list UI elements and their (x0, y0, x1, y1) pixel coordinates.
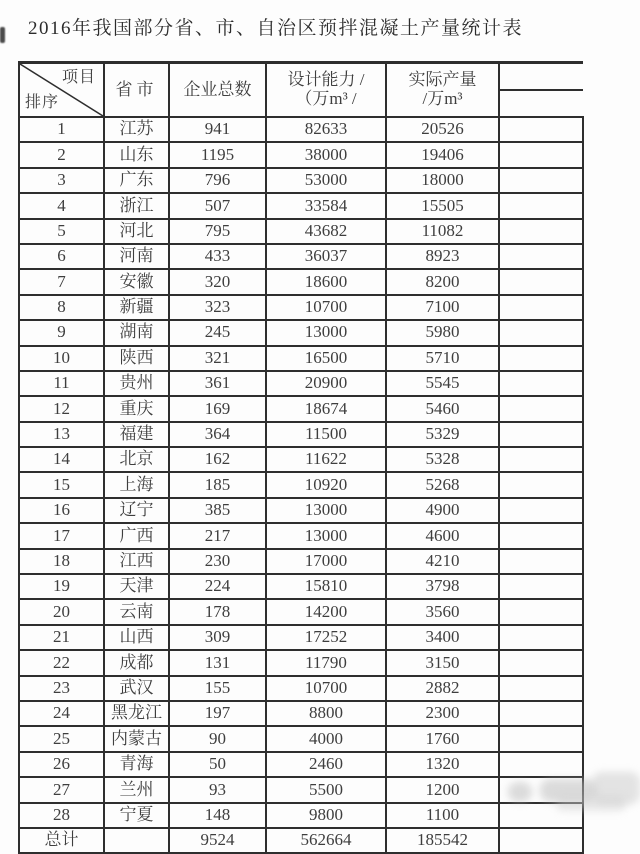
rank-cell: 9 (19, 320, 104, 345)
province-cell: 江西 (104, 549, 169, 574)
rank-cell: 10 (19, 346, 104, 371)
capacity-cell: 2460 (266, 752, 386, 777)
rank-cell: 13 (19, 422, 104, 447)
empty-cell (499, 142, 583, 167)
province-cell: 兰州 (104, 777, 169, 802)
province-cell: 新疆 (104, 295, 169, 320)
rank-cell: 6 (19, 244, 104, 269)
empty-cell (499, 193, 583, 218)
rank-cell: 17 (19, 523, 104, 548)
province-cell: 辽宁 (104, 498, 169, 523)
companies-cell: 178 (169, 599, 266, 624)
capacity-cell: 13000 (266, 498, 386, 523)
rank-cell: 12 (19, 396, 104, 421)
capacity-cell: 38000 (266, 142, 386, 167)
output-cell: 4600 (386, 523, 499, 548)
erased-watermark-smudge (508, 782, 532, 802)
corner-label-item: 项目 (61, 69, 96, 86)
rank-cell: 14 (19, 447, 104, 472)
companies-cell: 148 (169, 803, 266, 828)
corner-label-rank: 排序 (25, 94, 60, 112)
province-cell: 青海 (104, 752, 169, 777)
output-cell: 5710 (386, 346, 499, 371)
empty-cell (499, 599, 583, 624)
rank-cell: 15 (19, 472, 104, 497)
capacity-cell: 4000 (266, 726, 386, 751)
header-capacity (266, 63, 386, 118)
empty-cell (499, 676, 583, 701)
companies-cell: 795 (169, 219, 266, 244)
output-cell: 3560 (386, 599, 499, 624)
total-capacity-cell: 562664 (266, 828, 386, 853)
header-output-line2: /万m³ (422, 89, 463, 108)
rank-cell: 1 (19, 117, 104, 142)
companies-cell: 197 (169, 701, 266, 726)
province-cell: 黑龙江 (104, 701, 169, 726)
header-output (386, 63, 499, 118)
output-cell: 5980 (386, 320, 499, 345)
rank-cell: 19 (19, 574, 104, 599)
table-row (19, 422, 583, 447)
empty-cell (499, 650, 583, 675)
empty-cell (499, 523, 583, 548)
companies-cell: 321 (169, 346, 266, 371)
table-row (19, 447, 583, 472)
table-row (19, 142, 583, 167)
header-row (19, 63, 583, 118)
table-row (19, 523, 583, 548)
empty-cell (499, 219, 583, 244)
companies-cell: 169 (169, 396, 266, 421)
empty-cell (499, 447, 583, 472)
province-cell: 云南 (104, 599, 169, 624)
capacity-cell: 17252 (266, 625, 386, 650)
empty-cell (499, 498, 583, 523)
table-row (19, 599, 583, 624)
rank-cell: 2 (19, 142, 104, 167)
capacity-cell: 15810 (266, 574, 386, 599)
output-cell: 3400 (386, 625, 499, 650)
rank-cell: 8 (19, 295, 104, 320)
capacity-cell: 10700 (266, 295, 386, 320)
companies-cell: 217 (169, 523, 266, 548)
table-row (19, 625, 583, 650)
empty-cell (499, 371, 583, 396)
companies-cell: 796 (169, 168, 266, 193)
capacity-cell: 14200 (266, 599, 386, 624)
output-cell: 5268 (386, 472, 499, 497)
companies-cell: 155 (169, 676, 266, 701)
capacity-cell: 53000 (266, 168, 386, 193)
empty-cell (499, 828, 583, 853)
companies-cell: 230 (169, 549, 266, 574)
capacity-cell: 11622 (266, 447, 386, 472)
companies-cell: 245 (169, 320, 266, 345)
companies-cell: 93 (169, 777, 266, 802)
header-province (104, 63, 169, 118)
output-cell: 8923 (386, 244, 499, 269)
rank-cell: 26 (19, 752, 104, 777)
output-cell: 7100 (386, 295, 499, 320)
capacity-cell: 43682 (266, 219, 386, 244)
companies-cell: 364 (169, 422, 266, 447)
province-cell: 安徽 (104, 269, 169, 294)
header-province-label: 省市 (115, 79, 158, 99)
province-cell: 内蒙古 (104, 726, 169, 751)
output-cell: 4210 (386, 549, 499, 574)
empty-cell (499, 549, 583, 574)
total-output-cell: 185542 (386, 828, 499, 853)
province-cell: 武汉 (104, 676, 169, 701)
capacity-cell: 82633 (266, 117, 386, 142)
province-cell: 陕西 (104, 346, 169, 371)
output-cell: 4900 (386, 498, 499, 523)
scan-artifact-speck (0, 27, 5, 43)
output-cell: 8200 (386, 269, 499, 294)
province-cell: 江苏 (104, 117, 169, 142)
companies-cell: 361 (169, 371, 266, 396)
statistics-table (18, 61, 584, 854)
total-companies-cell: 9524 (169, 828, 266, 853)
province-cell: 宁夏 (104, 803, 169, 828)
rank-cell: 20 (19, 599, 104, 624)
province-cell: 广东 (104, 168, 169, 193)
output-cell: 2300 (386, 701, 499, 726)
rank-cell: 5 (19, 219, 104, 244)
table-row (19, 117, 583, 142)
companies-cell: 385 (169, 498, 266, 523)
capacity-cell: 13000 (266, 523, 386, 548)
capacity-cell: 17000 (266, 549, 386, 574)
table-row (19, 269, 583, 294)
output-cell: 1100 (386, 803, 499, 828)
table-row (19, 777, 583, 802)
province-cell: 上海 (104, 472, 169, 497)
table-row (19, 549, 583, 574)
capacity-cell: 18600 (266, 269, 386, 294)
output-cell: 1760 (386, 726, 499, 751)
rank-cell: 22 (19, 650, 104, 675)
total-label-cell: 总计 (19, 828, 104, 853)
capacity-cell: 36037 (266, 244, 386, 269)
province-cell: 重庆 (104, 396, 169, 421)
capacity-cell: 8800 (266, 701, 386, 726)
table-row (19, 168, 583, 193)
table-row (19, 219, 583, 244)
capacity-cell: 33584 (266, 193, 386, 218)
empty-cell (499, 269, 583, 294)
table-row (19, 701, 583, 726)
rank-cell: 28 (19, 803, 104, 828)
province-cell: 河北 (104, 219, 169, 244)
empty-cell (499, 117, 583, 142)
province-cell: 福建 (104, 422, 169, 447)
capacity-cell: 9800 (266, 803, 386, 828)
corner-cell (19, 63, 104, 118)
empty-cell (499, 168, 583, 193)
companies-cell: 1195 (169, 142, 266, 167)
empty-cell (499, 752, 583, 777)
companies-cell: 433 (169, 244, 266, 269)
province-cell: 湖南 (104, 320, 169, 345)
header-output-line1: 实际产量 (408, 70, 477, 90)
table-row (19, 803, 583, 828)
empty-cell (499, 295, 583, 320)
table-row (19, 396, 583, 421)
capacity-cell: 10700 (266, 676, 386, 701)
page-title: 2016年我国部分省、市、自治区预拌混凝土产量统计表 (28, 18, 524, 39)
capacity-cell: 18674 (266, 396, 386, 421)
output-cell: 20526 (386, 117, 499, 142)
capacity-cell: 5500 (266, 777, 386, 802)
capacity-cell: 11500 (266, 422, 386, 447)
capacity-cell: 20900 (266, 371, 386, 396)
output-cell: 1200 (386, 777, 499, 802)
output-cell: 11082 (386, 219, 499, 244)
output-cell: 3150 (386, 650, 499, 675)
empty-cell (499, 574, 583, 599)
table-row (19, 574, 583, 599)
province-cell: 广西 (104, 523, 169, 548)
empty-cell (499, 244, 583, 269)
header-companies-label: 企业总数 (183, 79, 252, 99)
output-cell: 19406 (386, 142, 499, 167)
table-row (19, 320, 583, 345)
province-cell: 浙江 (104, 193, 169, 218)
rank-cell: 23 (19, 676, 104, 701)
capacity-cell: 13000 (266, 320, 386, 345)
companies-cell: 131 (169, 650, 266, 675)
output-cell: 1320 (386, 752, 499, 777)
total-row (19, 828, 583, 853)
companies-cell: 941 (169, 117, 266, 142)
rank-cell: 7 (19, 269, 104, 294)
erased-watermark-smudge (556, 797, 626, 811)
empty-cell (499, 396, 583, 421)
rank-cell: 18 (19, 549, 104, 574)
province-cell: 山西 (104, 625, 169, 650)
output-cell: 5329 (386, 422, 499, 447)
empty-cell (499, 701, 583, 726)
companies-cell: 507 (169, 193, 266, 218)
header-capacity-line1: 设计能力 / (287, 70, 365, 90)
total-province-cell (104, 828, 169, 853)
rank-cell: 25 (19, 726, 104, 751)
empty-cell (499, 625, 583, 650)
header-capacity-line2: （万m³ / (295, 89, 357, 108)
rank-cell: 16 (19, 498, 104, 523)
rank-cell: 24 (19, 701, 104, 726)
table-row (19, 371, 583, 396)
output-cell: 2882 (386, 676, 499, 701)
output-cell: 5328 (386, 447, 499, 472)
companies-cell: 309 (169, 625, 266, 650)
rank-cell: 11 (19, 371, 104, 396)
companies-cell: 90 (169, 726, 266, 751)
empty-cell (499, 346, 583, 371)
output-cell: 3798 (386, 574, 499, 599)
rank-cell: 27 (19, 777, 104, 802)
table-row (19, 472, 583, 497)
companies-cell: 162 (169, 447, 266, 472)
table-row (19, 244, 583, 269)
companies-cell: 50 (169, 752, 266, 777)
table-row (19, 726, 583, 751)
table-row (19, 752, 583, 777)
table-row (19, 676, 583, 701)
table-row (19, 295, 583, 320)
rank-cell: 3 (19, 168, 104, 193)
capacity-cell: 10920 (266, 472, 386, 497)
empty-cell (499, 320, 583, 345)
province-cell: 山东 (104, 142, 169, 167)
companies-cell: 185 (169, 472, 266, 497)
capacity-cell: 11790 (266, 650, 386, 675)
province-cell: 北京 (104, 447, 169, 472)
table-body (19, 117, 583, 853)
output-cell: 18000 (386, 168, 499, 193)
empty-cell (499, 472, 583, 497)
header-empty-cell (499, 63, 583, 118)
rank-cell: 21 (19, 625, 104, 650)
empty-cell (499, 726, 583, 751)
table-row (19, 498, 583, 523)
province-cell: 天津 (104, 574, 169, 599)
companies-cell: 320 (169, 269, 266, 294)
companies-cell: 224 (169, 574, 266, 599)
output-cell: 5545 (386, 371, 499, 396)
table-row (19, 650, 583, 675)
province-cell: 河南 (104, 244, 169, 269)
empty-column-subcell (499, 89, 583, 117)
table-row (19, 346, 583, 371)
header-companies (169, 63, 266, 118)
empty-cell (499, 422, 583, 447)
output-cell: 15505 (386, 193, 499, 218)
capacity-cell: 16500 (266, 346, 386, 371)
companies-cell: 323 (169, 295, 266, 320)
province-cell: 成都 (104, 650, 169, 675)
rank-cell: 4 (19, 193, 104, 218)
province-cell: 贵州 (104, 371, 169, 396)
output-cell: 5460 (386, 396, 499, 421)
table-row (19, 193, 583, 218)
